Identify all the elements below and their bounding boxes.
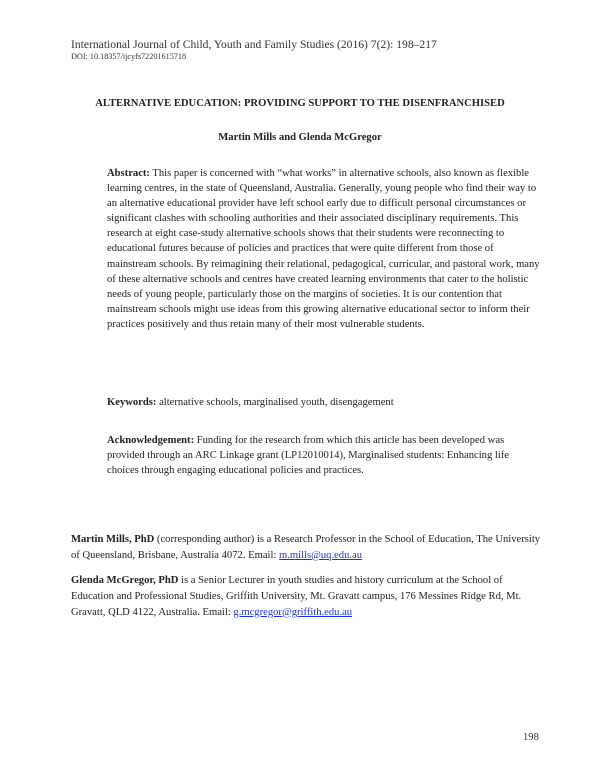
author-bio-text: (corresponding author) is a Research Professor in the School of Education, The University of Queensland, Brisbane, Australia 4072. Email: bbox=[71, 534, 541, 561]
authors: Martin Mills and Glenda McGregor bbox=[218, 132, 382, 143]
keywords-label: Keywords: bbox=[107, 397, 157, 408]
author-bio-text: is a Senior Lecturer in youth studies and history curriculum at the School of Education and Professional Studies, Griffith University, Mt. Gravatt campus, 176 Messines Ridge Rd, Mt. Gravatt, QLD 4122, Australia. Email: bbox=[71, 575, 522, 618]
email-link[interactable]: m.mills@uq.edu.au bbox=[279, 549, 363, 561]
journal-citation: International Journal of Child, Youth and Family Studies (2016) 7(2): 198–217 bbox=[71, 38, 437, 51]
doi: DOI: 10.18357/ijcyfs72201615718 bbox=[71, 52, 187, 61]
author-bio bbox=[71, 532, 541, 564]
keywords bbox=[107, 395, 543, 410]
abstract-text: This paper is concerned with “what works” in alternative schools, also known as flexible learning centres, in the state of Queensland, Australia. Generally, young people who find their way to an alternative educational provider have left school early due to difficult personal circumstances or significant clashes with schooling authorities and their associated disciplinary requirements. This research at eight case-study alternative schools shows that their students were reconnecting to educational futures because of policies and practices that were quite different from those of mainstream schools. By reimagining their relational, pedagogical, curricular, and pastoral work, many of these alternative schools and centres have created learning environments that cater to the holistic needs of young people, particularly those on the margins of societies. It is our contention that mainstream schools might use ideas from this growing alternative educational sector to inform their practices positively and thus retain many of their most vulnerable students. bbox=[107, 168, 540, 330]
paper-title: ALTERNATIVE EDUCATION: PROVIDING SUPPORT TO THE DISENFRANCHISED bbox=[95, 98, 505, 109]
author-name: Glenda McGregor, PhD bbox=[71, 575, 179, 586]
email-link[interactable]: g.mcgregor@griffith.edu.au bbox=[233, 606, 353, 618]
acknowledgement bbox=[107, 433, 543, 478]
author-bio bbox=[71, 573, 541, 620]
page-number: 198 bbox=[523, 732, 539, 743]
abstract bbox=[107, 166, 543, 332]
author-name: Martin Mills, PhD bbox=[71, 534, 155, 545]
acknowledgement-label: Acknowledgement: bbox=[107, 435, 195, 446]
keywords-text: alternative schools, marginalised youth, disengagement bbox=[156, 397, 394, 408]
acknowledgement-text: Funding for the research from which this article has been developed was provided through an ARC Linkage grant (LP12010014), Marginalised students: Enhancing life choices through engaging educational policies and practices. bbox=[107, 435, 510, 477]
abstract-label: Abstract: bbox=[107, 168, 150, 179]
